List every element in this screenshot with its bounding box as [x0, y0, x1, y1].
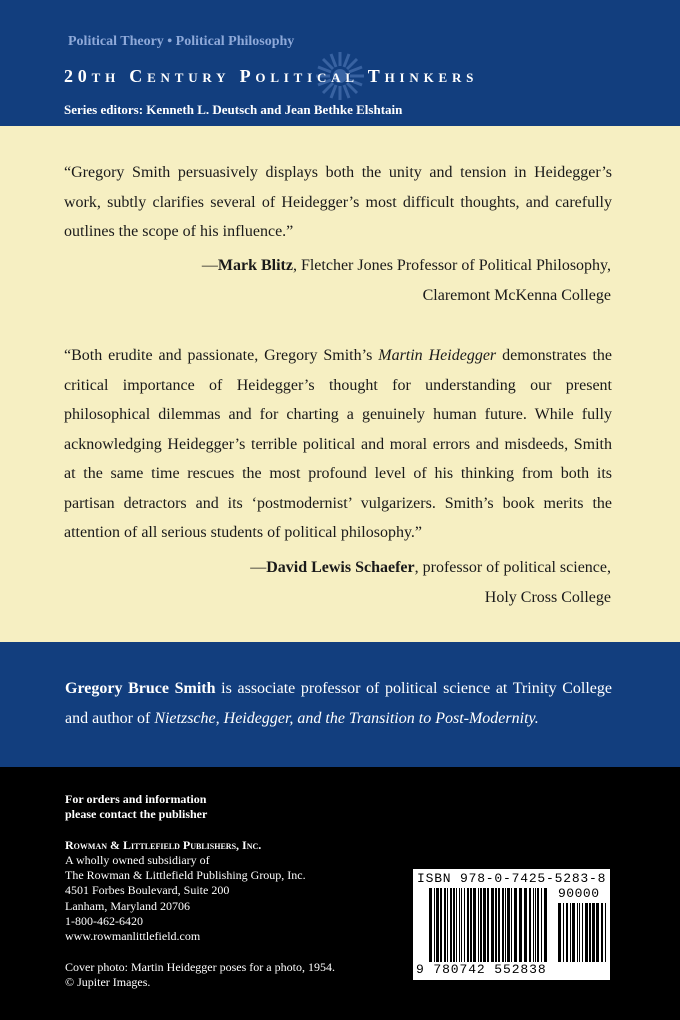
price-code: 90000 — [558, 886, 600, 901]
barcode-bar — [566, 903, 568, 962]
blurb-attribution-2 — [71, 553, 611, 612]
barcode-bar — [483, 888, 486, 962]
barcode-bar — [470, 888, 472, 962]
series-editors: Series editors: Kenneth L. Deutsch and Jean Bethke Elshtain — [64, 102, 403, 117]
barcode-bar — [502, 888, 504, 962]
quote-text: “Both erudite and passionate, Gregory Smith’s — [64, 347, 379, 364]
barcode-bar — [491, 888, 494, 962]
photo-credit-line: Cover photo: Martin Heidegger poses for a photo, 1954. — [65, 960, 335, 974]
barcode-bar — [558, 903, 561, 962]
barcode-bar — [511, 888, 512, 962]
barcode-bar — [529, 888, 531, 962]
ean-digits: 9 780742 552838 — [416, 962, 547, 977]
publisher-line: The Rowman & Littlefield Publishing Group, Inc. — [65, 868, 306, 883]
barcode-bar — [447, 888, 448, 962]
orders-info — [65, 792, 207, 822]
barcode-bar — [579, 903, 580, 962]
barcode-bar — [537, 888, 539, 962]
reviewer-affiliation: , Fletcher Jones Professor of Political Philosophy, — [292, 257, 611, 274]
barcode-bar — [505, 888, 506, 962]
publisher-name: Rowman & Littlefield Publishers, Inc. — [65, 838, 262, 852]
photo-credit — [65, 960, 335, 990]
barcode-bar — [535, 888, 536, 962]
author-bio — [65, 674, 612, 733]
barcode-bar — [450, 888, 452, 962]
copyright-line: © Jupiter Images. — [65, 975, 151, 990]
barcode-bar — [572, 903, 575, 962]
barcode-bar — [519, 888, 522, 962]
barcode-bar — [473, 888, 476, 962]
barcode-bar — [495, 888, 497, 962]
publisher-line: 4501 Forbes Boulevard, Suite 200 — [65, 883, 230, 898]
barcode-bar — [429, 888, 432, 962]
barcode-bar — [544, 888, 547, 962]
orders-line: For orders and information — [65, 792, 207, 806]
barcode-bar — [514, 888, 517, 962]
orders-line: please contact the publisher — [65, 807, 208, 822]
quote-text: demonstrates the critical importance of Heidegger’s thought for understanding our present philosophical dilemmas and for charting a genuinely human future. While fully acknowledging Heidegger’s terrible political and moral errors and misdeeds, Smith at the same time rescues the most profound level of his thinking from both its partisan detractors and its ‘postmodernist’ vulgarizers. Smith’s book merits the attention of all serious students of political philosophy.” — [64, 347, 612, 541]
barcode-bar — [524, 888, 527, 962]
barcode-bar — [436, 888, 439, 962]
barcode-bar — [563, 903, 564, 962]
barcode-bar — [605, 903, 606, 962]
barcode-bar — [601, 903, 603, 962]
publisher-website: www.rowmanlittlefield.com — [65, 929, 201, 944]
barcode-bar — [434, 888, 435, 962]
publisher-line: Lanham, Maryland 20706 — [65, 898, 190, 913]
barcode-bar — [467, 888, 469, 962]
reviewer-affiliation: , professor of political science, — [414, 559, 611, 576]
barcode-bar — [589, 903, 591, 962]
series-title: 20th Century Political Thinkers — [64, 66, 479, 86]
barcode-bar — [456, 888, 457, 962]
author-previous-book: Nietzsche, Heidegger, and the Transition to Post-Modernity. — [154, 709, 539, 727]
barcode-bar — [444, 888, 446, 962]
barcode-bar — [464, 888, 465, 962]
barcode-bar — [577, 903, 578, 962]
barcode-bar — [498, 888, 500, 962]
barcode-bar — [453, 888, 455, 962]
publisher-address — [65, 853, 306, 944]
blurb-attribution-1 — [71, 251, 611, 310]
author-bio-text: is associate professor of political science at Trinity College and author of — [65, 680, 613, 727]
blurb-quote-2 — [64, 341, 612, 548]
quote-book-title: Martin Heidegger — [378, 347, 497, 364]
isbn-barcode — [413, 869, 610, 980]
barcode-bar — [480, 888, 482, 962]
barcode-bar — [461, 888, 462, 962]
barcode-bar — [487, 888, 489, 962]
barcode-bar — [582, 903, 583, 962]
barcode-bar — [585, 903, 588, 962]
blurb-quote-1: “Gregory Smith persuasively displays both the unity and tension in Heidegger’s work, subtly clarifies several of Heidegger’s most difficult thoughts, and carefully outlines the scope of his influence.” — [64, 164, 612, 240]
reviewer-name: David Lewis Schaefer — [266, 559, 415, 576]
barcode-bar — [507, 888, 510, 962]
barcode-bar — [440, 888, 442, 962]
publisher-phone: 1-800-462-6420 — [65, 913, 143, 928]
author-name: Gregory Bruce Smith — [65, 680, 216, 697]
barcode-bar — [596, 903, 599, 962]
attribution-dash: — — [250, 559, 267, 576]
barcode-bar — [478, 888, 479, 962]
barcode-bar — [592, 903, 595, 962]
publisher-line: A wholly owned subsidiary of — [65, 853, 210, 867]
barcode-bar — [541, 888, 542, 962]
reviewer-name: Mark Blitz — [217, 257, 293, 274]
barcode-bar — [533, 888, 534, 962]
reviewer-institution: Claremont McKenna College — [422, 286, 611, 304]
barcode-bar — [459, 888, 460, 962]
attribution-dash: — — [201, 257, 218, 274]
reviewer-institution: Holy Cross College — [484, 588, 611, 606]
series-category: Political Theory • Political Philosophy — [68, 34, 295, 49]
isbn-label: ISBN 978-0-7425-5283-8 — [417, 871, 607, 886]
barcode-bar — [570, 903, 571, 962]
